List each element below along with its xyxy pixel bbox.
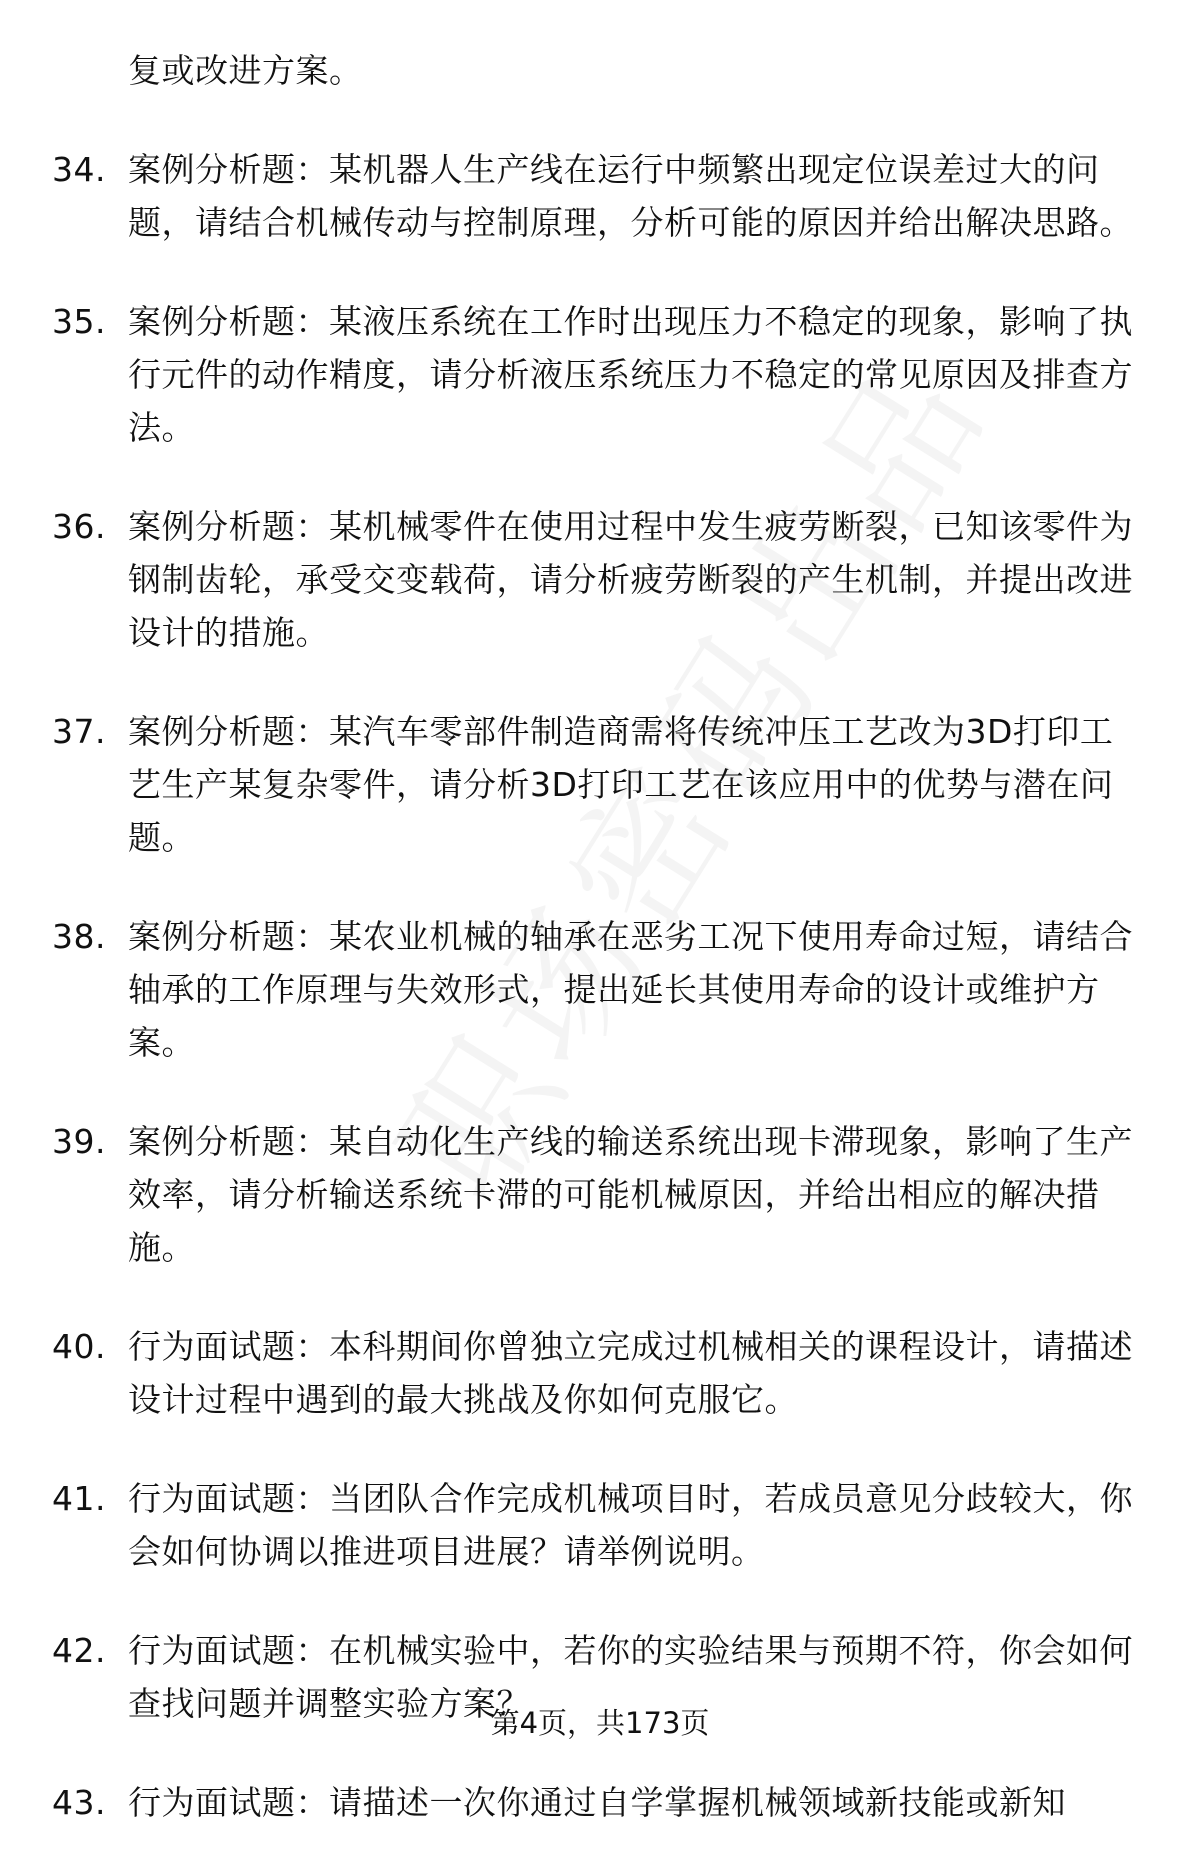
question-text: 案例分析题：某机器人生产线在运行中频繁出现定位误差过大的问题，请结合机械传动与控制原理，分析可能的原因并给出解决思路。	[128, 150, 1133, 242]
question-text: 案例分析题：某汽车零部件制造商需将传统冲压工艺改为3D打印工艺生产某复杂零件，请分析3D打印工艺在该应用中的优势与潜在问题。	[128, 712, 1114, 857]
question-number: 35.	[52, 302, 106, 341]
question-text: 案例分析题：某机械零件在使用过程中发生疲劳断裂，已知该零件为钢制齿轮，承受交变载荷，请分析疲劳断裂的产生机制，并提出改进设计的措施。	[128, 507, 1133, 652]
question-item	[52, 143, 1152, 249]
question-number: 34.	[52, 150, 106, 189]
question-number: 43.	[52, 1783, 106, 1822]
question-number: 42.	[52, 1631, 106, 1670]
question-number: 40.	[52, 1327, 106, 1366]
question-list	[52, 44, 1152, 1875]
continuation-text: 复或改进方案。	[128, 51, 363, 90]
page-footer: 第4页，共173页	[490, 1706, 710, 1740]
question-text: 行为面试题：在机械实验中，若你的实验结果与预期不符，你会如何查找问题并调整实验方案？	[128, 1631, 1133, 1723]
question-item	[52, 1320, 1152, 1426]
question-number: 39.	[52, 1122, 106, 1161]
question-text: 案例分析题：某农业机械的轴承在恶劣工况下使用寿命过短，请结合轴承的工作原理与失效形式，提出延长其使用寿命的设计或维护方案。	[128, 917, 1133, 1062]
question-number: 41.	[52, 1479, 106, 1518]
question-text: 案例分析题：某液压系统在工作时出现压力不稳定的现象，影响了执行元件的动作精度，请分析液压系统压力不稳定的常见原因及排查方法。	[128, 302, 1133, 447]
question-item	[52, 1472, 1152, 1578]
question-number: 37.	[52, 712, 106, 751]
question-item	[52, 500, 1152, 659]
question-text: 案例分析题：某自动化生产线的输送系统出现卡滞现象，影响了生产效率，请分析输送系统卡滞的可能机械原因，并给出相应的解决措施。	[128, 1122, 1133, 1267]
question-text: 行为面试题：请描述一次你通过自学掌握机械领域新技能或新知	[128, 1783, 1066, 1822]
question-text: 行为面试题：本科期间你曾独立完成过机械相关的课程设计，请描述设计过程中遇到的最大挑战及你如何克服它。	[128, 1327, 1133, 1419]
question-item	[52, 705, 1152, 864]
question-item	[52, 1115, 1152, 1274]
question-number: 36.	[52, 507, 106, 546]
question-item	[52, 1776, 1152, 1829]
question-text: 行为面试题：当团队合作完成机械项目时，若成员意见分歧较大，你会如何协调以推进项目进展？请举例说明。	[128, 1479, 1133, 1571]
question-item	[52, 295, 1152, 454]
question-item	[52, 910, 1152, 1069]
question-number: 38.	[52, 917, 106, 956]
